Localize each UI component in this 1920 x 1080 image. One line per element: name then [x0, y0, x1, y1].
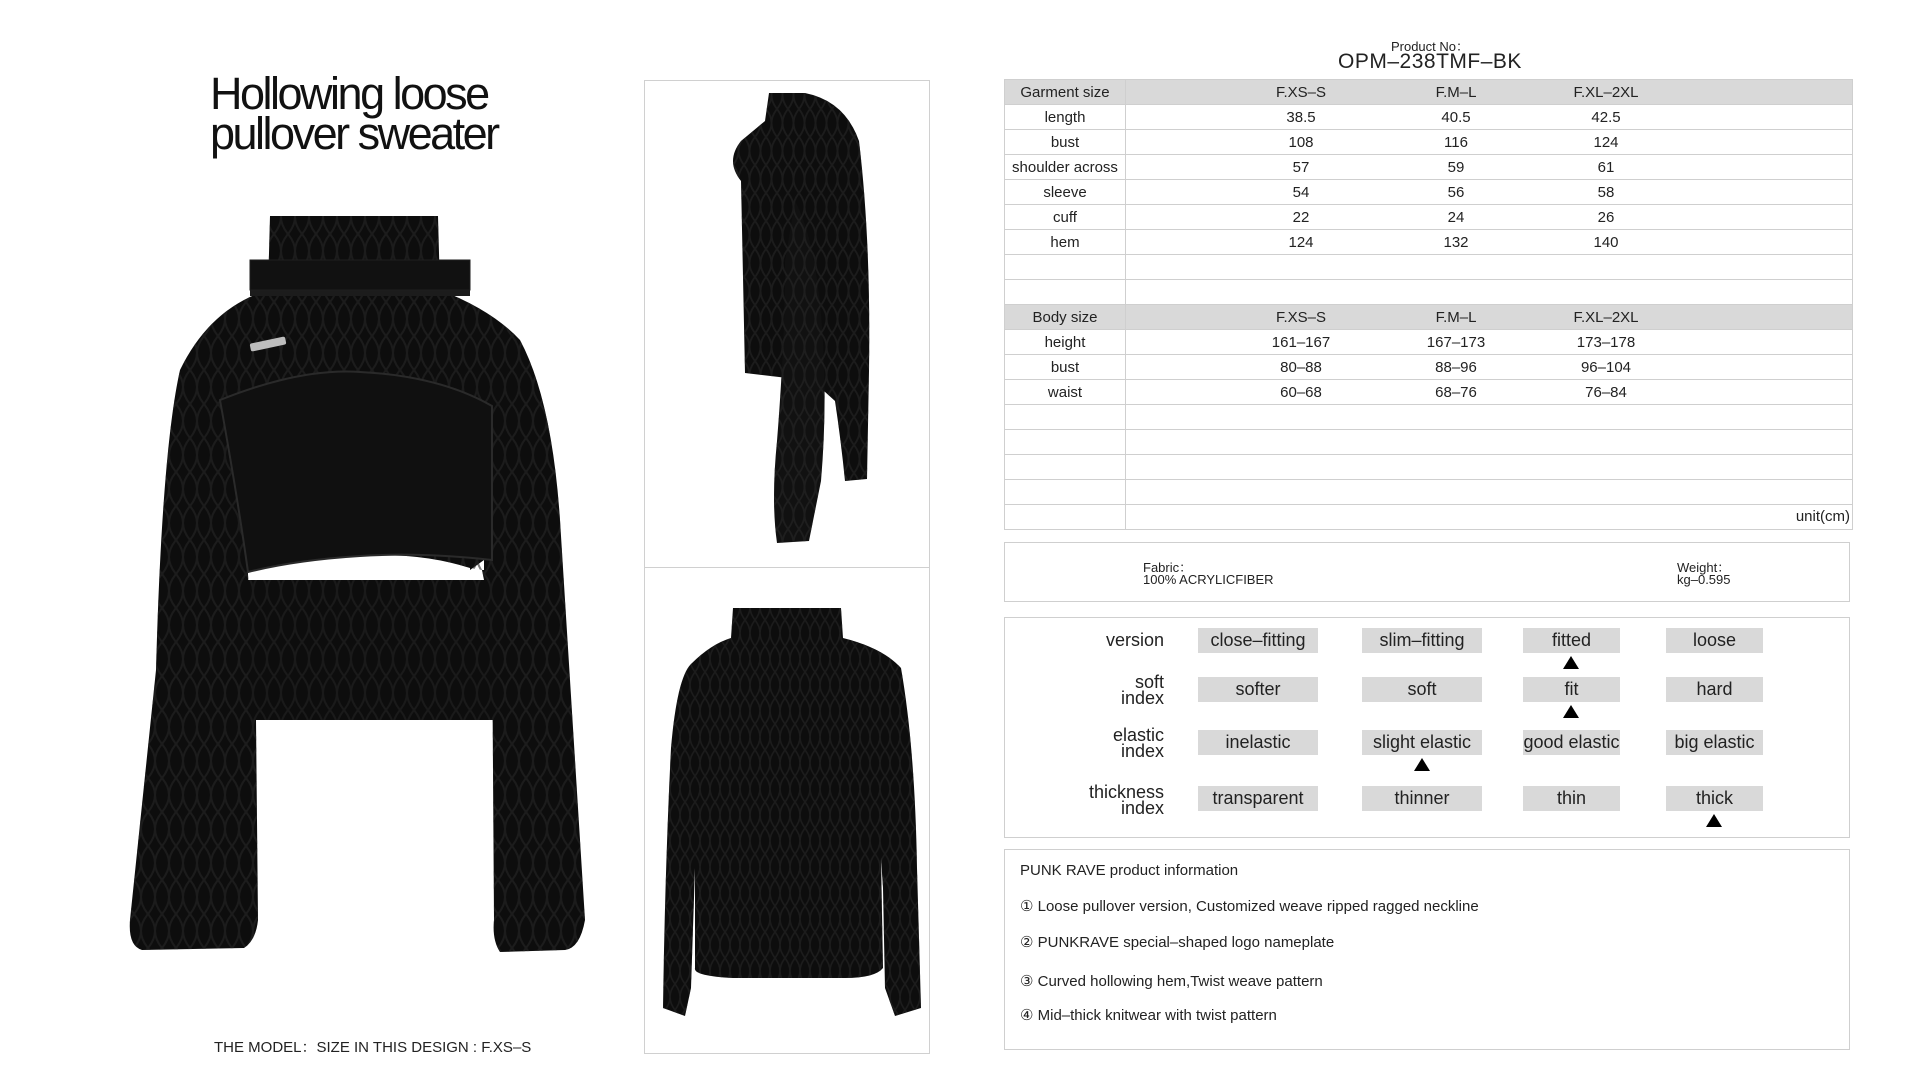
garment-header-size-1: F.XS–S [1275, 83, 1327, 101]
cell-value: 42.5 [1591, 108, 1621, 126]
empty-row [1005, 480, 1853, 505]
index-label-soft [1004, 674, 1164, 706]
cell-value: 26 [1597, 208, 1615, 226]
elastic-selected-marker-icon [1414, 758, 1430, 771]
cell-value: 161–167 [1271, 333, 1331, 351]
row-label: hem [1005, 230, 1126, 255]
empty-row [1005, 255, 1853, 280]
product-number-label: Product No： [1390, 39, 1470, 54]
garment-header-label: Garment size [1005, 80, 1126, 105]
index-label-elastic [1004, 727, 1164, 759]
product-info-item: ③ Curved hollowing hem,Twist weave pattern [1020, 973, 1323, 990]
table-row [1005, 230, 1853, 255]
thickness-option-thick: thick [1666, 786, 1763, 811]
thickness-selected-marker-icon [1706, 814, 1722, 827]
empty-row [1005, 405, 1853, 430]
body-header-size-3: F.XL–2XL [1573, 308, 1639, 326]
body-header-row [1005, 305, 1853, 330]
cell-value: 58 [1597, 183, 1615, 201]
index-label-line: index [1120, 798, 1164, 818]
body-header-size-2: F.M–L [1435, 308, 1477, 326]
cell-value: 54 [1292, 183, 1310, 201]
front-sweater-photo [120, 200, 620, 980]
row-label: sleeve [1005, 180, 1126, 205]
table-row [1005, 105, 1853, 130]
cell-value: 68–76 [1435, 383, 1477, 401]
version-option-fitted: fitted [1523, 628, 1620, 653]
thickness-option-thinner: thinner [1362, 786, 1482, 811]
soft-option-hard: hard [1666, 677, 1763, 702]
product-info-item: ② PUNKRAVE special–shaped logo nameplate [1020, 934, 1335, 951]
cell-value: 59 [1447, 158, 1465, 176]
cell-value: 124 [1288, 233, 1314, 251]
cell-value: 56 [1447, 183, 1465, 201]
cell-value: 88–96 [1435, 358, 1477, 376]
product-number: OPM–238TMF–BK [1338, 50, 1522, 73]
product-info-item: ④ Mid–thick knitwear with twist pattern [1020, 1007, 1277, 1024]
cell-value: 57 [1292, 158, 1310, 176]
cell-value: 108 [1288, 133, 1314, 151]
cell-value: 167–173 [1426, 333, 1486, 351]
cell-value: 38.5 [1286, 108, 1316, 126]
index-label-version: version [1105, 630, 1164, 650]
garment-header-size-3: F.XL–2XL [1573, 83, 1639, 101]
row-label: bust [1005, 355, 1126, 380]
product-info-item: ① Loose pullover version, Customized weave ripped ragged neckline [1020, 898, 1479, 915]
garment-size-table [1004, 79, 1853, 530]
back-sweater-image [645, 568, 929, 1053]
product-title-line2: pullover sweater [210, 108, 498, 159]
version-option-slim-fitting: slim–fitting [1362, 628, 1482, 653]
unit-row [1005, 505, 1853, 530]
index-label-line: elastic [1112, 725, 1164, 745]
back-view-photo [644, 567, 930, 1054]
cell-value: 116 [1444, 133, 1468, 151]
table-row [1005, 380, 1853, 405]
model-size-note: THE MODEL：SIZE IN THIS DESIGN : F.XS–S [214, 1039, 532, 1056]
cell-value: 24 [1447, 208, 1465, 226]
unit-label: unit(cm) [1795, 508, 1850, 525]
fabric-label: Fabric： [1143, 560, 1193, 575]
product-title [210, 68, 498, 159]
cell-value: 140 [1593, 233, 1619, 251]
row-label: height [1005, 330, 1126, 355]
garment-header-row [1005, 80, 1853, 105]
side-view-photo [644, 80, 930, 569]
row-label: waist [1005, 380, 1126, 405]
empty-row [1005, 430, 1853, 455]
soft-selected-marker-icon [1563, 705, 1579, 718]
body-header-label: Body size [1005, 305, 1126, 330]
body-header-size-1: F.XS–S [1275, 308, 1327, 326]
elastic-option-slight-elastic: slight elastic [1362, 730, 1482, 755]
cell-value: 80–88 [1280, 358, 1322, 376]
side-sweater-image [645, 81, 929, 568]
empty-row [1005, 455, 1853, 480]
cell-value: 132 [1443, 233, 1469, 251]
index-label-line: soft [1134, 672, 1164, 692]
table-row [1005, 180, 1853, 205]
row-label: cuff [1005, 205, 1126, 230]
cell-value: 60–68 [1280, 383, 1322, 401]
weight-label: Weight： [1677, 560, 1731, 575]
cell-value: 124 [1593, 133, 1619, 151]
cell-value: 40.5 [1441, 108, 1471, 126]
soft-option-fit: fit [1523, 677, 1620, 702]
cell-value: 76–84 [1585, 383, 1627, 401]
cell-value: 61 [1597, 158, 1615, 176]
row-label: bust [1005, 130, 1126, 155]
elastic-option-inelastic: inelastic [1198, 730, 1318, 755]
thickness-option-transparent: transparent [1198, 786, 1318, 811]
table-row [1005, 130, 1853, 155]
cell-value: 22 [1292, 208, 1310, 226]
index-label-line: index [1120, 688, 1164, 708]
index-label-line: thickness [1088, 782, 1164, 802]
table-row [1005, 355, 1853, 380]
version-option-close-fitting: close–fitting [1198, 628, 1318, 653]
garment-header-size-2: F.M–L [1435, 83, 1477, 101]
cell-value: 173–178 [1576, 333, 1636, 351]
product-info-title: PUNK RAVE product information [1020, 862, 1239, 879]
version-option-loose: loose [1666, 628, 1763, 653]
row-label: length [1005, 105, 1126, 130]
elastic-option-good-elastic: good elastic [1523, 730, 1620, 755]
empty-row [1005, 280, 1853, 305]
version-selected-marker-icon [1563, 656, 1579, 669]
table-row [1005, 330, 1853, 355]
soft-option-softer: softer [1198, 677, 1318, 702]
soft-option-soft: soft [1362, 677, 1482, 702]
index-label-line: index [1120, 741, 1164, 761]
index-label-thickness [1004, 784, 1164, 816]
product-title-line1: Hollowing loose [210, 68, 488, 119]
fabric-value: 100% ACRYLICFIBER [1143, 572, 1274, 587]
thickness-option-thin: thin [1523, 786, 1620, 811]
row-label: shoulder across [1005, 155, 1126, 180]
table-row [1005, 205, 1853, 230]
cell-value: 96–104 [1580, 358, 1632, 376]
elastic-option-big-elastic: big elastic [1666, 730, 1763, 755]
table-row [1005, 155, 1853, 180]
weight-value: kg–0.595 [1677, 572, 1731, 587]
